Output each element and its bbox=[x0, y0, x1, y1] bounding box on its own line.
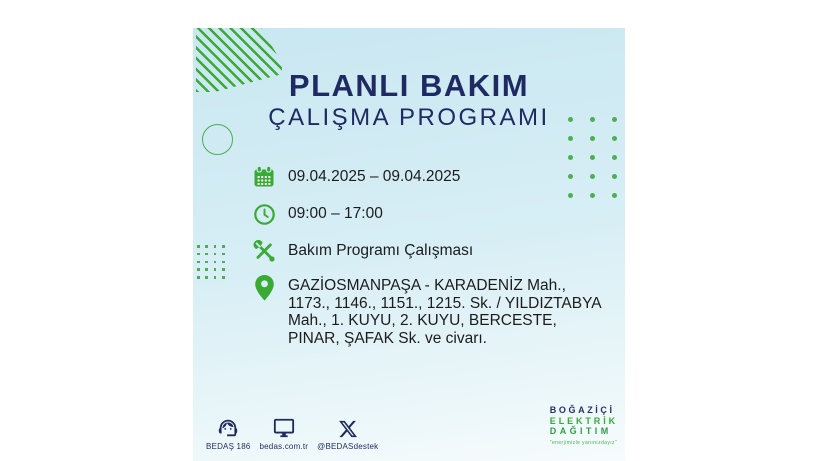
company-logo bbox=[550, 405, 618, 448]
contact-website bbox=[260, 413, 309, 451]
schedule-details bbox=[251, 164, 611, 358]
clock-icon bbox=[251, 201, 277, 227]
contact-label: BEDAŞ 186 bbox=[206, 442, 251, 451]
date-row bbox=[251, 164, 611, 190]
title-line-1: PLANLI BAKIM bbox=[288, 68, 530, 103]
announcement-card bbox=[193, 28, 625, 461]
logo-tagline: "enerjimizle yanınızdayız" bbox=[549, 439, 618, 446]
logo-line-3: DAĞITIM bbox=[549, 426, 612, 436]
contact-call-center bbox=[206, 413, 251, 451]
contact-channels bbox=[206, 413, 387, 451]
monitor-icon bbox=[272, 413, 296, 439]
location-pin-icon bbox=[251, 275, 277, 301]
logo-line-1: BOĞAZİÇİ bbox=[549, 405, 615, 415]
time-range: 09:00 – 17:00 bbox=[288, 205, 383, 222]
contact-x-account bbox=[317, 413, 378, 451]
time-row bbox=[251, 201, 611, 227]
support-agent-icon bbox=[217, 413, 239, 439]
title-line-2: ÇALIŞMA PROGRAMI bbox=[268, 104, 550, 131]
work-type: Bakım Programı Çalışması bbox=[288, 242, 474, 259]
location-row bbox=[251, 275, 611, 347]
contact-label: @BEDASdestek bbox=[317, 442, 379, 451]
calendar-icon bbox=[251, 164, 277, 190]
tools-icon bbox=[251, 238, 277, 264]
dot-grid-decoration-left bbox=[197, 245, 225, 279]
logo-line-2: ELEKTRİK bbox=[549, 415, 618, 426]
contact-label: bedas.com.tr bbox=[259, 442, 309, 451]
work-type-row bbox=[251, 238, 611, 264]
footer bbox=[193, 405, 625, 453]
date-range: 09.04.2025 – 09.04.2025 bbox=[288, 168, 461, 185]
page-title bbox=[193, 69, 625, 133]
location-text: GAZİOSMANPAŞA - KARADENİZ Mah., 1173., 1146., 1151., 1215. Sk. / YILDIZTABYA Mah., 1. KUYU, 2. KUYU, BERCESTE, PINAR, ŞAFAK Sk. ve civarı. bbox=[288, 277, 601, 347]
x-logo-icon bbox=[338, 413, 358, 439]
